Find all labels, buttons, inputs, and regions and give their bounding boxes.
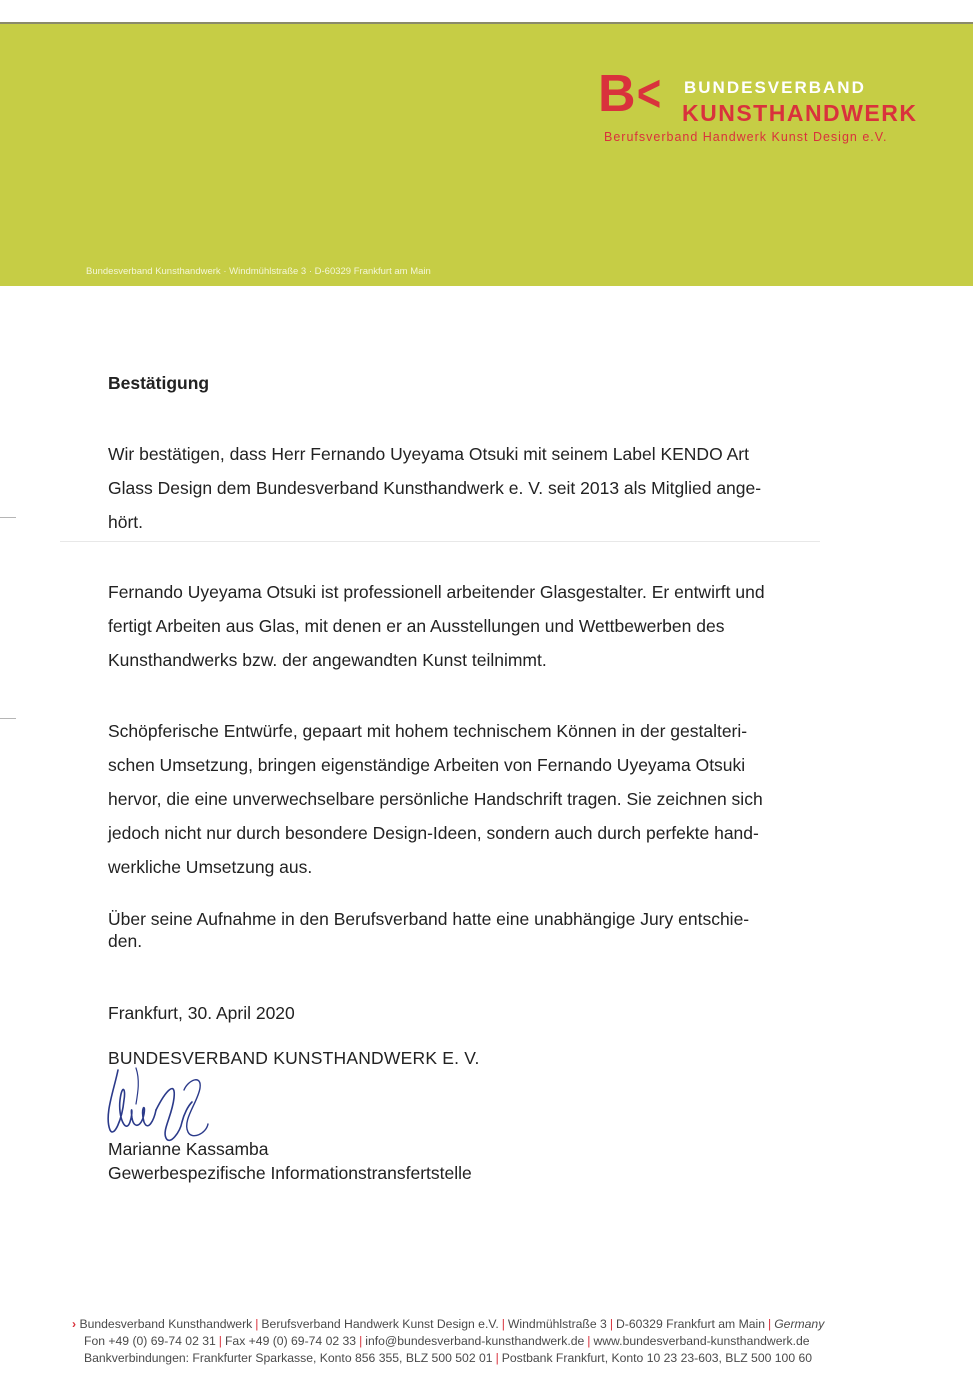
- footer-bank-1: Bankverbindungen: Frankfurter Sparkasse, Konto 856 355, BLZ 500 502 01: [84, 1351, 493, 1365]
- footer-phone: Fon +49 (0) 69-74 02 31: [84, 1334, 216, 1348]
- fold-mark: [0, 517, 16, 518]
- footer-line-address: [72, 1316, 824, 1333]
- logo-line-1: BUNDESVERBAND: [684, 78, 866, 97]
- text-line: schen Umsetzung, bringen eigenständige Arbeiten von Fernando Uyeyama Otsuki: [108, 755, 746, 775]
- logo-tagline: Berufsverband Handwerk Kunst Design e.V.: [604, 130, 888, 144]
- text-line: werkliche Umsetzung aus.: [108, 857, 313, 877]
- text-line: Schöpferische Entwürfe, gepaart mit hohem technischem Können in der gestalteri-: [108, 721, 748, 741]
- text-line: Glass Design dem Bundesverband Kunsthandwerk e. V. seit 2013 als Mitglied ange-: [108, 478, 762, 498]
- org-line: BUNDESVERBAND KUNSTHANDWERK E. V.: [108, 1048, 480, 1068]
- logo-letter-k: <: [636, 65, 660, 123]
- fold-mark: [0, 718, 16, 719]
- footer: [72, 1316, 824, 1367]
- signature: [96, 1060, 226, 1148]
- footer-line-bank: [72, 1350, 824, 1367]
- footer-city: D-60329 Frankfurt am Main: [615, 1317, 766, 1331]
- footer-fax: Fax +49 (0) 69-74 02 33: [224, 1334, 357, 1348]
- footer-org: Bundesverband Kunsthandwerk: [79, 1317, 253, 1331]
- text-line: Über seine Aufnahme in den Berufsverband hatte eine unabhängige Jury entschie-: [108, 909, 750, 929]
- text-line: Fernando Uyeyama Otsuki ist professionell arbeitender Glasgestalter. Er entwirft und: [108, 582, 765, 602]
- footer-website: www.bundesverband-kunsthandwerk.de: [593, 1334, 810, 1348]
- logo: [598, 65, 928, 152]
- footer-bank-2: Postbank Frankfurt, Konto 10 23 23-603, BLZ 500 100 60: [501, 1351, 813, 1365]
- chevron-right-icon: ›: [72, 1317, 77, 1331]
- signer-title: Gewerbespezifische Informationstransfertstelle: [108, 1163, 472, 1183]
- date-line: Frankfurt, 30. April 2020: [108, 1003, 295, 1023]
- text-line: den.: [108, 931, 143, 951]
- footer-separator: |: [255, 1317, 259, 1331]
- logo-mark: [598, 65, 662, 123]
- footer-street: Windmühlstraße 3: [507, 1317, 607, 1331]
- text-line: Kunsthandwerks bzw. der angewandten Kunst teilnimmt.: [108, 650, 547, 670]
- footer-line-contact: [72, 1333, 824, 1350]
- paragraph-work: [108, 714, 868, 884]
- scan-line: [60, 541, 820, 542]
- footer-country: Germany: [774, 1317, 825, 1331]
- paragraph-membership: [108, 437, 868, 539]
- logo-letter-b: B: [598, 65, 634, 123]
- footer-tagline: Berufsverband Handwerk Kunst Design e.V.: [261, 1317, 499, 1331]
- footer-separator: |: [768, 1317, 772, 1331]
- footer-separator: |: [218, 1334, 222, 1348]
- letterhead-band: [0, 22, 973, 286]
- footer-email: info@bundesverband-kunsthandwerk.de: [365, 1334, 585, 1348]
- signer-block: [108, 1137, 472, 1185]
- paragraph-profession: [108, 575, 868, 677]
- footer-separator: |: [587, 1334, 591, 1348]
- footer-separator: |: [495, 1351, 499, 1365]
- text-line: hört.: [108, 512, 144, 532]
- text-line: fertigt Arbeiten aus Glas, mit denen er an Ausstellungen und Wettbewerben des: [108, 616, 725, 636]
- signer-name: Marianne Kassamba: [108, 1139, 269, 1159]
- paragraph-jury: [108, 908, 868, 952]
- text-line: Wir bestätigen, dass Herr Fernando Uyeyama Otsuki mit seinem Label KENDO Art: [108, 444, 749, 464]
- footer-separator: |: [609, 1317, 613, 1331]
- footer-separator: |: [501, 1317, 505, 1331]
- logo-line-2: KUNSTHANDWERK: [682, 100, 918, 126]
- text-line: jedoch nicht nur durch besondere Design-Ideen, sondern auch durch perfekte hand-: [108, 823, 759, 843]
- footer-separator: |: [359, 1334, 363, 1348]
- letter-subject: Bestätigung: [108, 373, 210, 393]
- return-address: Bundesverband Kunsthandwerk · Windmühlstraße 3 · D-60329 Frankfurt am Main: [86, 266, 431, 277]
- text-line: hervor, die eine unverwechselbare persönliche Handschrift tragen. Sie zeichnen sich: [108, 789, 763, 809]
